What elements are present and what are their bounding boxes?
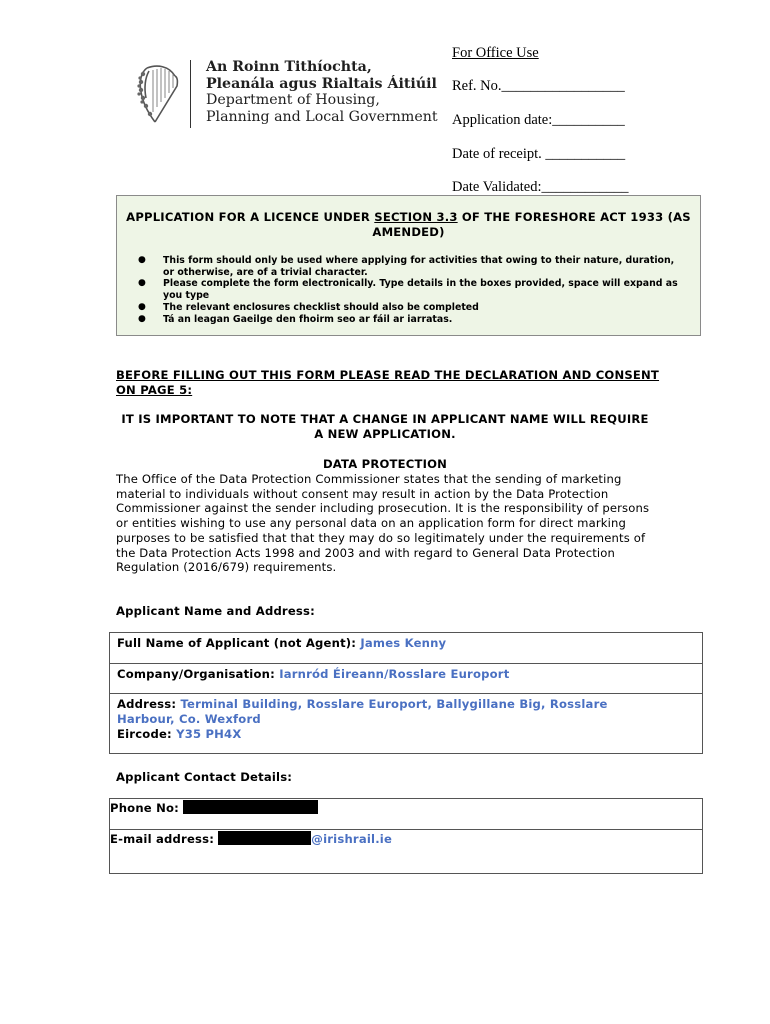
bullet-icon: ● [138, 255, 146, 265]
department-name-english-2: Planning and Local Government [206, 108, 438, 125]
declaration-notice: BEFORE FILLING OUT THIS FORM PLEASE READ THE DECLARATION AND CONSENT ON PAGE 5: [116, 368, 660, 397]
instruction-text: Tá an leagan Gaeilge den fhoirm seo ar fáil ar iarratas. [163, 313, 453, 325]
application-date-field: Application date:__________ [452, 112, 625, 128]
instructions-list [138, 255, 683, 325]
department-name-irish-1: An Roinn Tithíochta, [206, 59, 372, 75]
eircode-label: Eircode: [117, 727, 177, 741]
email-row[interactable] [110, 829, 702, 874]
department-name [206, 59, 438, 125]
full-name-row[interactable] [110, 633, 702, 663]
office-use-title: For Office Use [452, 45, 539, 61]
company-value[interactable]: Iarnród Éireann/Rosslare Europort [279, 667, 510, 681]
full-name-label: Full Name of Applicant (not Agent): [117, 636, 361, 650]
contact-table [109, 798, 703, 874]
bullet-icon: ● [138, 301, 146, 312]
ref-no-field: Ref. No._________________ [452, 78, 625, 94]
date-of-receipt-field: Date of receipt. ___________ [452, 146, 626, 162]
list-item [138, 314, 683, 326]
form-title-post: OF THE FORESHORE ACT 1933 (AS AMENDED) [372, 210, 691, 239]
company-label: Company/Organisation: [117, 667, 280, 681]
list-item [138, 302, 683, 314]
email-domain-value[interactable]: @irishrail.ie [311, 832, 393, 846]
phone-redaction [183, 800, 318, 814]
data-protection-body: The Office of the Data Protection Commissioner states that the sending of marketing material to individuals without consent may result in action by the Data Protection Commissioner against the sender including prosecution. It is the responsibility of persons or entities wishing to use any personal data on an application form for direct marking purposes to be satisfied that that they may do so legitimately under the requirements of the Data Protection Acts 1998 and 2003 and with regard to General Data Protection Regulation (2016/679) requirements. [116, 472, 650, 575]
eircode-value[interactable]: Y35 PH4X [176, 727, 242, 741]
contact-section-title: Applicant Contact Details: [116, 770, 293, 784]
instruction-text: Please complete the form electronically. Type details in the boxes provided, space will expand as you type [163, 278, 678, 302]
form-title-section-link: SECTION 3.3 [374, 210, 458, 224]
data-protection-title: DATA PROTECTION [322, 457, 448, 471]
list-item [138, 255, 683, 278]
logo-divider [190, 60, 191, 128]
department-name-irish-2: Pleanála agus Rialtais Áitiúil [206, 75, 437, 92]
applicant-table [109, 632, 703, 754]
company-row[interactable] [110, 663, 702, 694]
form-title-pre: APPLICATION FOR A LICENCE UNDER [126, 210, 375, 224]
list-item [138, 278, 683, 301]
name-change-notice: IT IS IMPORTANT TO NOTE THAT A CHANGE IN APPLICANT NAME WILL REQUIRE A NEW APPLICATION. [121, 412, 649, 441]
full-name-value[interactable]: James Kenny [360, 636, 447, 650]
instruction-text: The relevant enclosures checklist should also be completed [163, 301, 479, 313]
email-redaction [218, 831, 311, 845]
harp-icon [133, 62, 183, 126]
date-validated-field: Date Validated:____________ [452, 179, 629, 195]
bullet-icon: ● [138, 278, 146, 289]
phone-label: Phone No: [110, 801, 184, 815]
applicant-section-title: Applicant Name and Address: [116, 604, 315, 618]
department-name-english-1: Department of Housing, [206, 92, 380, 108]
address-value[interactable]: Terminal Building, Rosslare Europort, Ballygillane Big, Rosslare Harbour, Co. Wexford [117, 697, 608, 726]
address-label: Address: [117, 697, 181, 711]
instruction-text: This form should only be used where applying for activities that owing to their nature, duration, or otherwise, are of a trivial character. [163, 255, 675, 278]
email-label: E-mail address: [110, 832, 219, 846]
bullet-icon: ● [138, 313, 146, 324]
address-row[interactable] [110, 693, 702, 754]
phone-row[interactable] [110, 799, 702, 829]
form-title [120, 210, 697, 240]
